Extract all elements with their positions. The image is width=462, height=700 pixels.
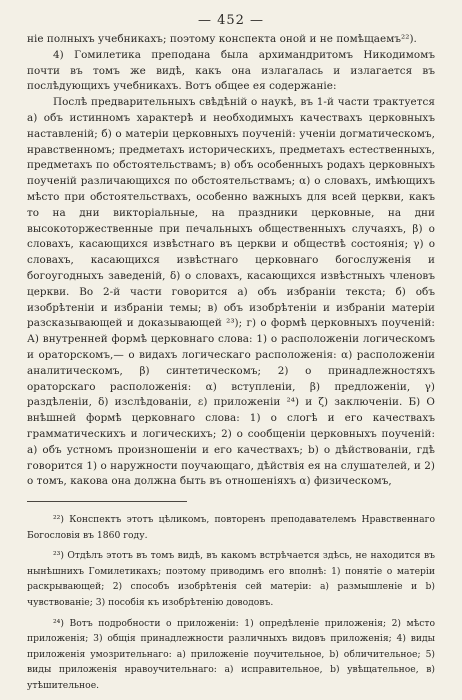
- main-text: [27, 32, 435, 490]
- page-number: — 452 —: [197, 13, 265, 28]
- paragraph-continued: ніе полныхъ учебникахъ; поэтому конспекта оной и не помѣщаемъ²²).: [27, 33, 417, 45]
- footnotes: [27, 512, 435, 694]
- footnote-divider: [27, 501, 187, 502]
- footnote-24: ²⁴) Вотъ подробности о приложеніи: 1) опредѣленіе приложенія; 2) мѣсто приложенія; 3) общія принадлежности различныхъ видовъ приложенія; 4) виды приложенія умозрительнаго: а) приложеніе поучительное, b) обличительное; 5) виды приложенія нравоучительнаго: а) исправительное, b) увѣщательное, в) утѣшительное.: [27, 617, 435, 692]
- footnote-23: ²³) Отдѣлъ этотъ въ томъ видѣ, въ какомъ встрѣчается здѣсь, не находится въ нынѣшнихъ Гомилетикахъ; поэтому приводимъ его вполнѣ: 1) понятіе о матеріи раскрывающей; 2) способъ изобрѣтенія сей матеріи: а) размышленіе и b) чувствованіе; 3) пособія къ изобрѣтенію доводовъ.: [27, 550, 435, 609]
- paragraph-contents: Послѣ предварительныхъ свѣдѣній о наукѣ, въ 1-й части трактуется а) объ истинномъ характерѣ и необходимыхъ качествахъ церковныхъ наставленій; б) о матеріи церковныхъ поученій: ученіи догматическомъ, нравственномъ; предметахъ историческихъ, предметахъ естественныхъ, предметахъ по обстоятельствамъ; в) объ особенныхъ родахъ церковныхъ поученій различающихся по обстоятельствамъ; α) о словахъ, имѣющихъ мѣсто при обстоятельствахъ, особенно важныхъ для всей церкви, какъ то на дни викторіальные, на праздники церковные, на дни высокоторжественные при печальныхъ общественныхъ случаяхъ, β) о словахъ, касающихся извѣстнаго въ церкви и обществѣ состоянія; γ) о словахъ, касающихся извѣстнаго церковнаго богослуженія и богоугодныхъ заведеній, δ) о словахъ, касающихся извѣстныхъ членовъ церкви. Во 2-й части говорится а) объ избраніи текста; б) объ изобрѣтеніи и избраніи темы; в) объ изобрѣтеніи и избраніи матеріи разсказывающей и доказывающей ²³); г) о формѣ церковныхъ поученій: А) внутренней формѣ церковнаго слова: 1) о расположеніи логическомъ и ораторскомъ,— о видахъ логическаго расположенія: α) расположеніи аналитическомъ, β) синтетическомъ; 2) о принадлежностяхъ ораторскаго расположенія: α) вступленіи, β) предложеніи, γ) раздѣленіи, δ) изслѣдованіи, ε) приложеніи ²⁴) и ζ) заключеніи. Б) О внѣшней формѣ церковнаго слова: 1) о слогѣ и его качествахъ грамматическихъ и логическихъ; 2) о сообщеніи церковныхъ поученій: а) объ устномъ произношеніи и его качествахъ; b) о дѣйствованіи, гдѣ говорится 1) о наружности поучающаго, дѣйствія ея на слушателей, и 2) о томъ, какова она должна быть въ отношеніяхъ α) физическомъ,: [27, 96, 435, 488]
- footnote-22: ²²) Конспектъ этотъ цѣликомъ, повторенъ преподавателемъ Нравственнаго Богословія въ 1860 году.: [27, 514, 435, 541]
- paragraph-homiletics: 4) Гомилетика преподана была архимандритомъ Никодимомъ почти въ томъ же видѣ, какъ она излагалась и излагается въ послѣдующихъ учебникахъ. Вотъ общее ея содержаніе:: [27, 48, 435, 93]
